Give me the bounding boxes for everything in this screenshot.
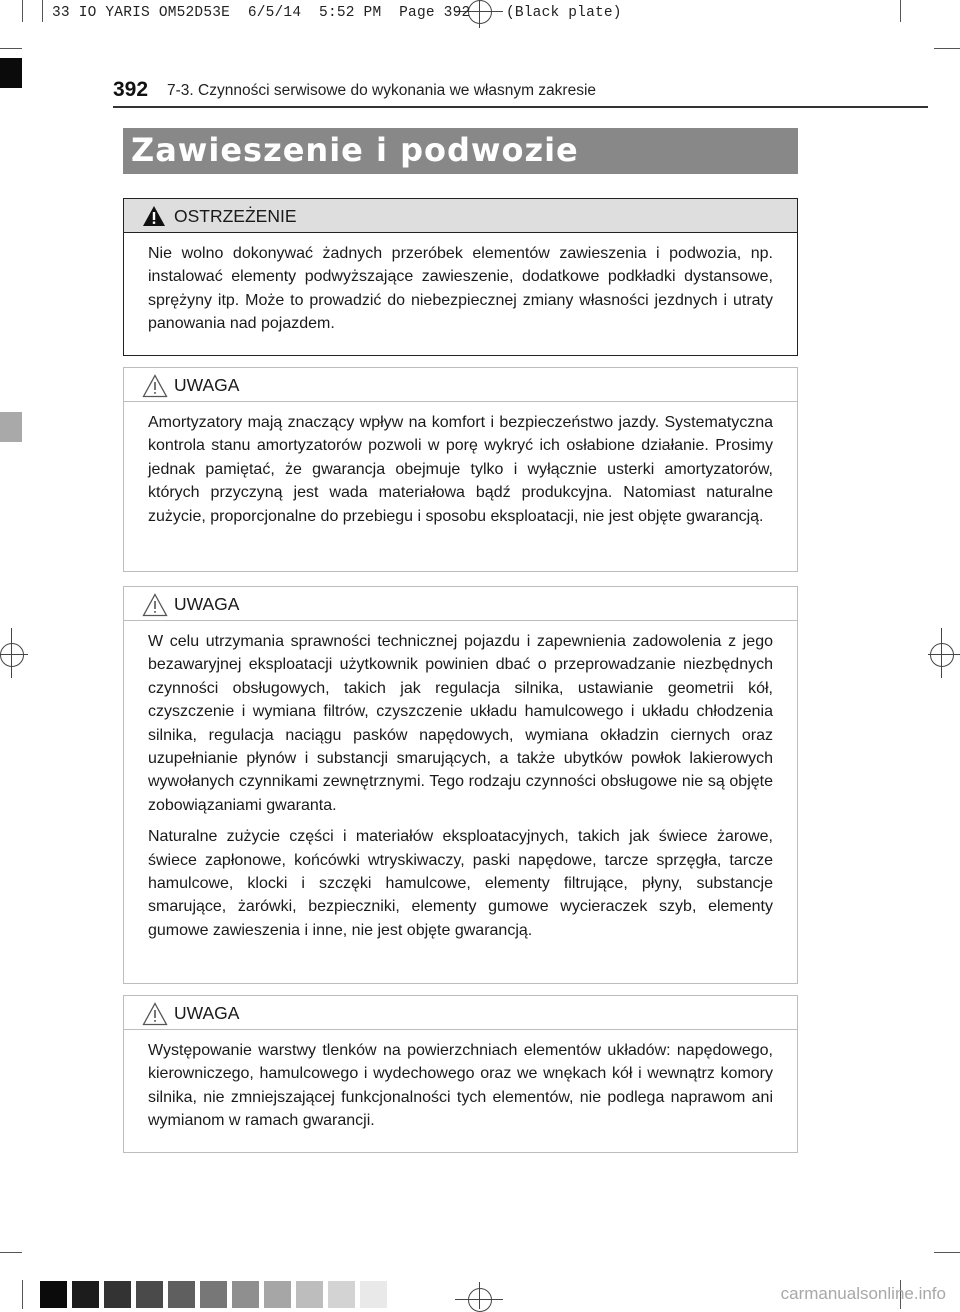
warning-triangle-filled-icon: [142, 205, 166, 232]
caution-triangle-outline-icon: [142, 374, 168, 403]
notice-body: [124, 402, 797, 538]
notice-header: [124, 587, 797, 621]
grayscale-swatch: [360, 1281, 387, 1308]
grayscale-swatch: [296, 1281, 323, 1308]
caution-triangle-outline-icon: [142, 593, 168, 622]
grayscale-swatch: [168, 1281, 195, 1308]
notice-label: UWAGA: [174, 375, 240, 395]
grayscale-swatch: [264, 1281, 291, 1308]
chapter-tab-marker: [0, 58, 22, 88]
page-number: 392: [113, 78, 149, 101]
warning-label: OSTRZEŻENIE: [174, 206, 297, 226]
notice-box-oxidation: [123, 995, 798, 1153]
grayscale-swatch: [136, 1281, 163, 1308]
warning-paragraph: Nie wolno dokonywać żadnych przeróbek elementów zawieszenia i podwozia, np. instalować elementy podwyższające zawieszenie, dodatkowe podkładki dystansowe, sprężyny itp. Może to prowadzić do niebezpiecznej zmiany własności jezdnych i utraty panowania nad pojazdem.: [148, 245, 773, 333]
warning-body: [124, 233, 797, 346]
grayscale-swatch: [104, 1281, 131, 1308]
notice-header: [124, 368, 797, 402]
section-tab-marker: [0, 412, 22, 442]
notice-paragraph: W celu utrzymania sprawności technicznej pojazdu i zapewnienia zadowolenia z jego bezawaryjnej eksploatacji użytkownik powinien dbać o przeprowadzanie niezbędnych czynności obsługowych, takich jak regulacja silnika, ustawianie geometrii kół, czyszczenie i wymiana filtrów, czyszczenie układu hamulcowego i układu chłodzenia silnika, regulacja naciągu pasków napędowych, wymiana okładzin ciernych oraz uzupełnianie płynów i substancji smarujących, a także ubytków powłok lakierowych wywołanych czynnikami zewnętrznymi. Tego rodzaju czynności obsługowe nie są objęte zobowiązaniami gwaranta.: [148, 633, 773, 814]
notice-label: UWAGA: [174, 1003, 240, 1023]
grayscale-swatch: [200, 1281, 227, 1308]
header-rule: [113, 106, 928, 108]
grayscale-swatch: [40, 1281, 67, 1308]
warning-box: [123, 198, 798, 356]
notice-paragraph: Naturalne zużycie części i materiałów eksploatacyjnych, takich jak świece żarowe, świece zapłonowe, końcówki wtryskiwaczy, paski napędowe, tarcze sprzęgła, tarcze hamulcowe, klocki i szczęki hamulcowe, elementy filtrujące, płyny, substancje smarujące, żarówki, bezpieczniki, elementy gumowe wycieraczek szyb, elementy gumowe zawieszenia i inne, nie jest objęte gwarancją.: [148, 828, 773, 939]
section-header: [123, 128, 798, 174]
footer-watermark: carmanualsonline.info: [780, 1284, 946, 1303]
notice-body: [124, 621, 797, 952]
section-title: Zawieszenie i podwozie: [131, 131, 579, 169]
notice-paragraph: Występowanie warstwy tlenków na powierzchniach elementów układów: napędowego, kierowniczego, hamulcowego i wydechowego oraz we wnękach kół i wewnątrz komory silnika, nie zmniejszającej funkcjonalności tych elementów, nie podlega naprawom ani wymianom w ramach gwarancji.: [148, 1042, 773, 1130]
notice-body: [124, 1030, 797, 1143]
notice-header: [124, 996, 797, 1030]
notice-box-shock-absorbers: [123, 367, 798, 572]
grayscale-calibration-strip: [40, 1281, 387, 1308]
running-title: 7-3. Czynności serwisowe do wykonania we własnym zakresie: [167, 82, 597, 99]
warning-header: [124, 199, 797, 233]
print-slug: 33 IO YARIS OM52D53E 6/5/14 5:52 PM Page 392 (Black plate): [52, 5, 622, 21]
grayscale-swatch: [72, 1281, 99, 1308]
caution-triangle-outline-icon: [142, 1002, 168, 1031]
notice-paragraph: Amortyzatory mają znaczący wpływ na komfort i bezpieczeństwo jazdy. Systematyczna kontrola stanu amortyzatorów pozwoli w porę wykryć ich osłabione działanie. Prosimy jednak pamiętać, że gwarancja obejmuje tylko i wyłącznie usterki amortyzatorów, których przyczyną jest wada materiałowa bądź produkcyjna. Natomiast naturalne zużycie, proporcjonalne do przebiegu i sposobu eksploatacji, nie jest objęte gwarancją.: [148, 414, 773, 525]
notice-label: UWAGA: [174, 594, 240, 614]
notice-box-maintenance: [123, 586, 798, 984]
grayscale-swatch: [232, 1281, 259, 1308]
grayscale-swatch: [328, 1281, 355, 1308]
